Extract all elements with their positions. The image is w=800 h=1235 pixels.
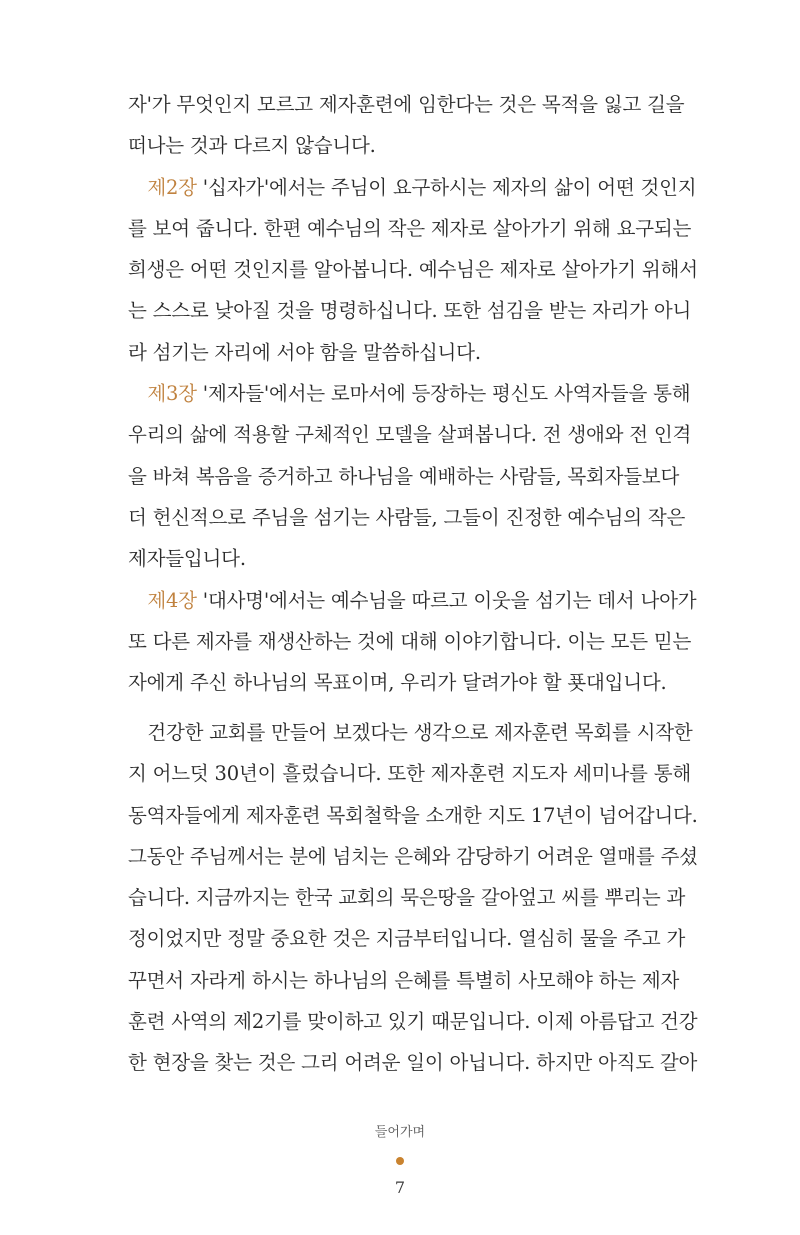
text-line: 우리의 삶에 적용할 구체적인 모델을 살펴봅니다. 전 생애와 전 인격	[128, 423, 692, 447]
text-line: 지 어느덧 30년이 흘렀습니다. 또한 제자훈련 지도자 세미나를 통해	[128, 762, 691, 786]
text-line: 정이었지만 정말 중요한 것은 지금부터입니다. 열심히 물을 주고 가	[128, 927, 686, 951]
text-line: 을 바쳐 복음을 증거하고 하나님을 예배하는 사람들, 목회자들보다	[128, 464, 680, 488]
text-line: 또 다른 제자를 재생산하는 것에 대해 이야기합니다. 이는 모든 믿는	[128, 629, 692, 653]
page-number: 7	[394, 1178, 406, 1197]
text-line: 제자들입니다.	[128, 547, 246, 571]
text-line: 희생은 어떤 것인지를 알아봅니다. 예수님은 제자로 살아가기 위해서	[128, 258, 698, 282]
text-line: 자'가 무엇인지 모르고 제자훈련에 임한다는 것은 목적을 잃고 길을	[128, 93, 685, 116]
paragraph-start	[128, 712, 693, 753]
text-line: 는 스스로 낮아질 것을 명령하십니다. 또한 섬김을 받는 자리가 아니	[128, 299, 692, 323]
chapter-3-paragraph-start	[128, 373, 691, 414]
text-line: 훈련 사역의 제2기를 맞이하고 있기 때문입니다. 이제 아름답고 건강	[128, 1010, 698, 1034]
text-line: '제자들'에서는 로마서에 등장하는 평신도 사역자들을 통해	[196, 382, 691, 406]
running-footer-title: 들어가며	[374, 1125, 426, 1140]
text-line: 자에게 주신 하나님의 목표이며, 우리가 달려가야 할 푯대입니다.	[128, 671, 667, 695]
chapter-4-label: 제4장	[147, 588, 197, 612]
body-text-block-2	[128, 712, 698, 1084]
body-text-block-1	[128, 84, 698, 703]
text-line: 한 현장을 찾는 것은 그리 어려운 일이 아닙니다. 하지만 아직도 갈아	[128, 1051, 698, 1075]
text-line: 라 섬기는 자리에 서야 함을 말씀하십니다.	[128, 340, 481, 364]
text-line: '십자가'에서는 주님이 요구하시는 제자의 삶이 어떤 것인지	[196, 175, 697, 199]
text-line: 그동안 주님께서는 분에 넘치는 은혜와 감당하기 어려운 열매를 주셨	[128, 844, 698, 868]
text-line: 동역자들에게 제자훈련 목회철학을 소개한 지도 17년이 넘어갑니다.	[128, 803, 698, 827]
text-line: 꾸면서 자라게 하시는 하나님의 은혜를 특별히 사모해야 하는 제자	[128, 968, 680, 992]
chapter-2-label: 제2장	[147, 175, 197, 199]
chapter-3-label: 제3장	[147, 382, 197, 406]
text-line: 떠나는 것과 다르지 않습니다.	[128, 134, 376, 158]
text-line: '대사명'에서는 예수님을 따르고 이웃을 섬기는 데서 나아가	[196, 588, 697, 612]
chapter-4-paragraph-start	[128, 580, 697, 621]
chapter-2-paragraph-start	[128, 167, 697, 208]
text-line: 를 보여 줍니다. 한편 예수님의 작은 제자로 살아가기 위해 요구되는	[128, 216, 692, 240]
text-line: 습니다. 지금까지는 한국 교회의 묵은땅을 갈아엎고 씨를 뿌리는 과	[128, 886, 686, 910]
footer-dot-ornament	[396, 1157, 404, 1165]
text-line: 더 헌신적으로 주님을 섬기는 사람들, 그들이 진정한 예수님의 작은	[128, 505, 686, 529]
text-line: 건강한 교회를 만들어 보겠다는 생각으로 제자훈련 목회를 시작한	[147, 721, 693, 744]
